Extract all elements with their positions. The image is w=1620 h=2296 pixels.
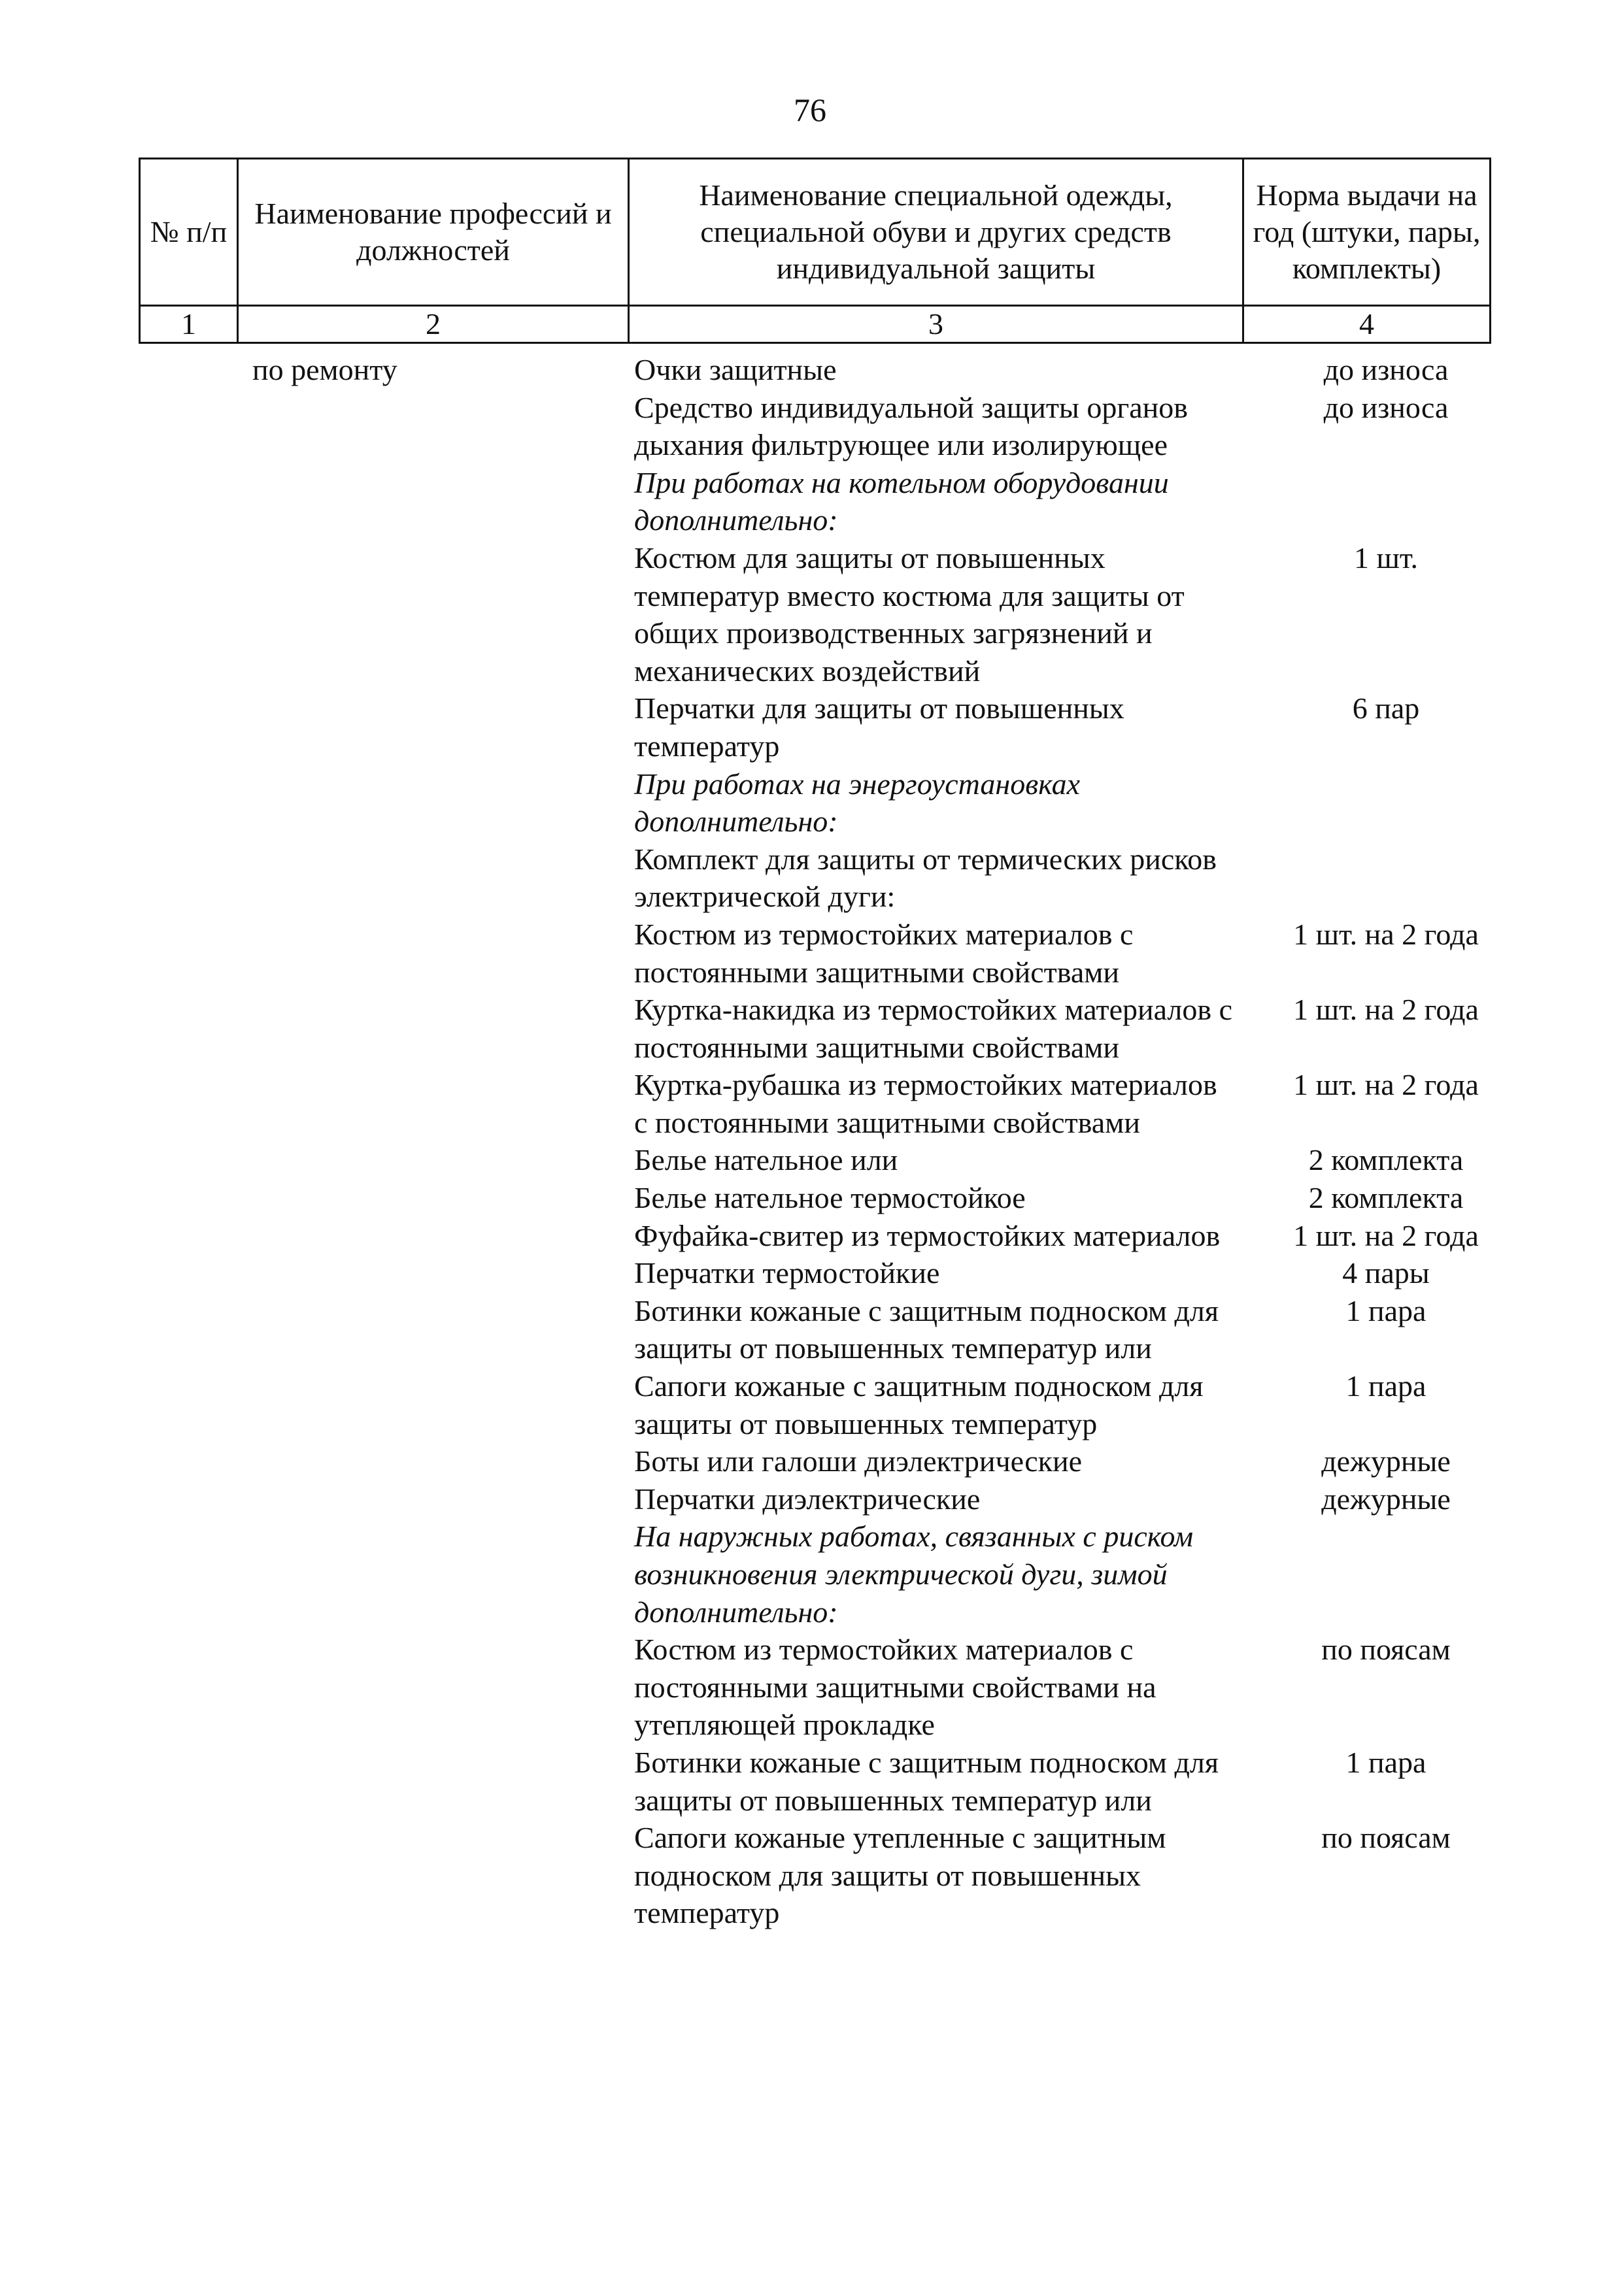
table-row [0, 1480, 1620, 1518]
table-row [0, 765, 1620, 840]
issue-norm: дежурные [1321, 1482, 1451, 1516]
column-number-row [140, 306, 1491, 343]
table-row [0, 1066, 1620, 1141]
table-row [0, 389, 1620, 464]
equipment-list [0, 351, 1620, 1932]
table-row [0, 1254, 1620, 1292]
equipment-item: Костюм из термостойких материалов с постоянными защитными свойствами [634, 917, 1134, 989]
issue-norm: 1 пара [1345, 1369, 1426, 1403]
table-row [0, 1631, 1620, 1744]
issue-norm [1249, 464, 1523, 539]
issue-norm [1249, 840, 1523, 916]
issue-norm [1249, 765, 1523, 840]
table-row [0, 464, 1620, 539]
profession-name: по ремонту [252, 353, 397, 386]
table-row [0, 1442, 1620, 1480]
equipment-item: Куртка-рубашка из термостойких материалов с постоянными защитными свойствами [634, 1068, 1217, 1139]
issue-norm: 1 шт. на 2 года [1293, 917, 1479, 951]
table-row [0, 1217, 1620, 1255]
section-note: При работах на энергоустановках дополнительно: [634, 767, 1081, 839]
equipment-item: Средство индивидуальной защиты органов дыхания фильтрующее или изолирующее [634, 390, 1188, 462]
equipment-item: Куртка-накидка из термостойких материалов с постоянными защитными свойствами [634, 993, 1233, 1064]
table-row [0, 690, 1620, 765]
issue-norm: 1 шт. на 2 года [1293, 1218, 1479, 1252]
table-row [0, 916, 1620, 991]
column-number-2: 2 [238, 306, 629, 343]
table-row [0, 1744, 1620, 1819]
header-col-profession: Наименование профессий и должностей [238, 159, 629, 306]
section-note: На наружных работах, связанных с риском возникновения электрической дуги, зимой дополнительно: [634, 1520, 1194, 1629]
equipment-item: Боты или галоши диэлектрические [634, 1444, 1083, 1478]
table-row [0, 1141, 1620, 1179]
table-row [0, 840, 1620, 916]
table-row [0, 1518, 1620, 1631]
equipment-item: Сапоги кожаные с защитным подноском для защиты от повышенных температур [634, 1369, 1204, 1440]
column-number-3: 3 [629, 306, 1243, 343]
issue-norm: 2 комплекта [1308, 1181, 1464, 1215]
issue-norm: 1 шт. [1353, 541, 1419, 574]
issue-norm [1249, 1518, 1523, 1631]
equipment-item: Ботинки кожаные с защитным подноском для защиты от повышенных температур или [634, 1745, 1219, 1817]
equipment-item: Белье нательное термостойкое [634, 1181, 1026, 1215]
equipment-item: Белье нательное или [634, 1143, 898, 1177]
issue-norm: 6 пар [1352, 691, 1420, 725]
page-number: 76 [794, 92, 826, 128]
equipment-item: Фуфайка-свитер из термостойких материалов [634, 1218, 1221, 1252]
table-row [0, 1819, 1620, 1932]
issue-norm: до износа [1323, 390, 1449, 424]
table-row [0, 1179, 1620, 1217]
equipment-item: Перчатки для защиты от повышенных температур [634, 691, 1124, 763]
equipment-item: Комплект для защиты от термических рисков электрической дуги: [634, 842, 1217, 914]
issue-norm: дежурные [1321, 1444, 1451, 1478]
issue-norm: 1 пара [1345, 1293, 1426, 1327]
header-col-number: № п/п [140, 159, 238, 306]
header-col-equipment: Наименование специальной одежды, специальной обуви и других средств индивидуальной защиты [629, 159, 1243, 306]
issue-norm: 2 комплекта [1308, 1143, 1464, 1177]
equipment-item: Сапоги кожаные утепленные с защитным подноском для защиты от повышенных температур [634, 1821, 1166, 1930]
equipment-item: Костюм из термостойких материалов с постоянными защитными свойствами на утепляющей прокладке [634, 1633, 1156, 1742]
table-row [0, 991, 1620, 1066]
issue-norm: по поясам [1321, 1821, 1451, 1855]
column-number-4: 4 [1243, 306, 1491, 343]
table-row [0, 351, 1620, 389]
issue-norm: 1 шт. на 2 года [1293, 1068, 1479, 1102]
table-row [0, 539, 1620, 690]
equipment-item: Перчатки диэлектрические [634, 1482, 981, 1516]
table-row [0, 1367, 1620, 1442]
issue-norm: 4 пары [1342, 1256, 1430, 1290]
issue-norm: 1 шт. на 2 года [1293, 993, 1479, 1027]
equipment-item: Перчатки термостойкие [634, 1256, 940, 1290]
table-row [0, 1292, 1620, 1367]
issue-norm: по поясам [1321, 1633, 1451, 1667]
issue-norm: 1 пара [1345, 1745, 1426, 1779]
issue-norm: до износа [1323, 353, 1449, 386]
section-note: При работах на котельном оборудовании дополнительно: [634, 465, 1169, 537]
column-number-1: 1 [140, 306, 238, 343]
equipment-item: Ботинки кожаные с защитным подноском для защиты от повышенных температур или [634, 1293, 1219, 1365]
header-table [139, 158, 1491, 344]
header-row [140, 159, 1491, 306]
header-col-norm: Норма выдачи на год (штуки, пары, комплекты) [1243, 159, 1491, 306]
equipment-item: Костюм для защиты от повышенных температур вместо костюма для защиты от общих производственных загрязнений и механических воздействий [634, 541, 1185, 688]
equipment-item: Очки защитные [634, 353, 837, 386]
